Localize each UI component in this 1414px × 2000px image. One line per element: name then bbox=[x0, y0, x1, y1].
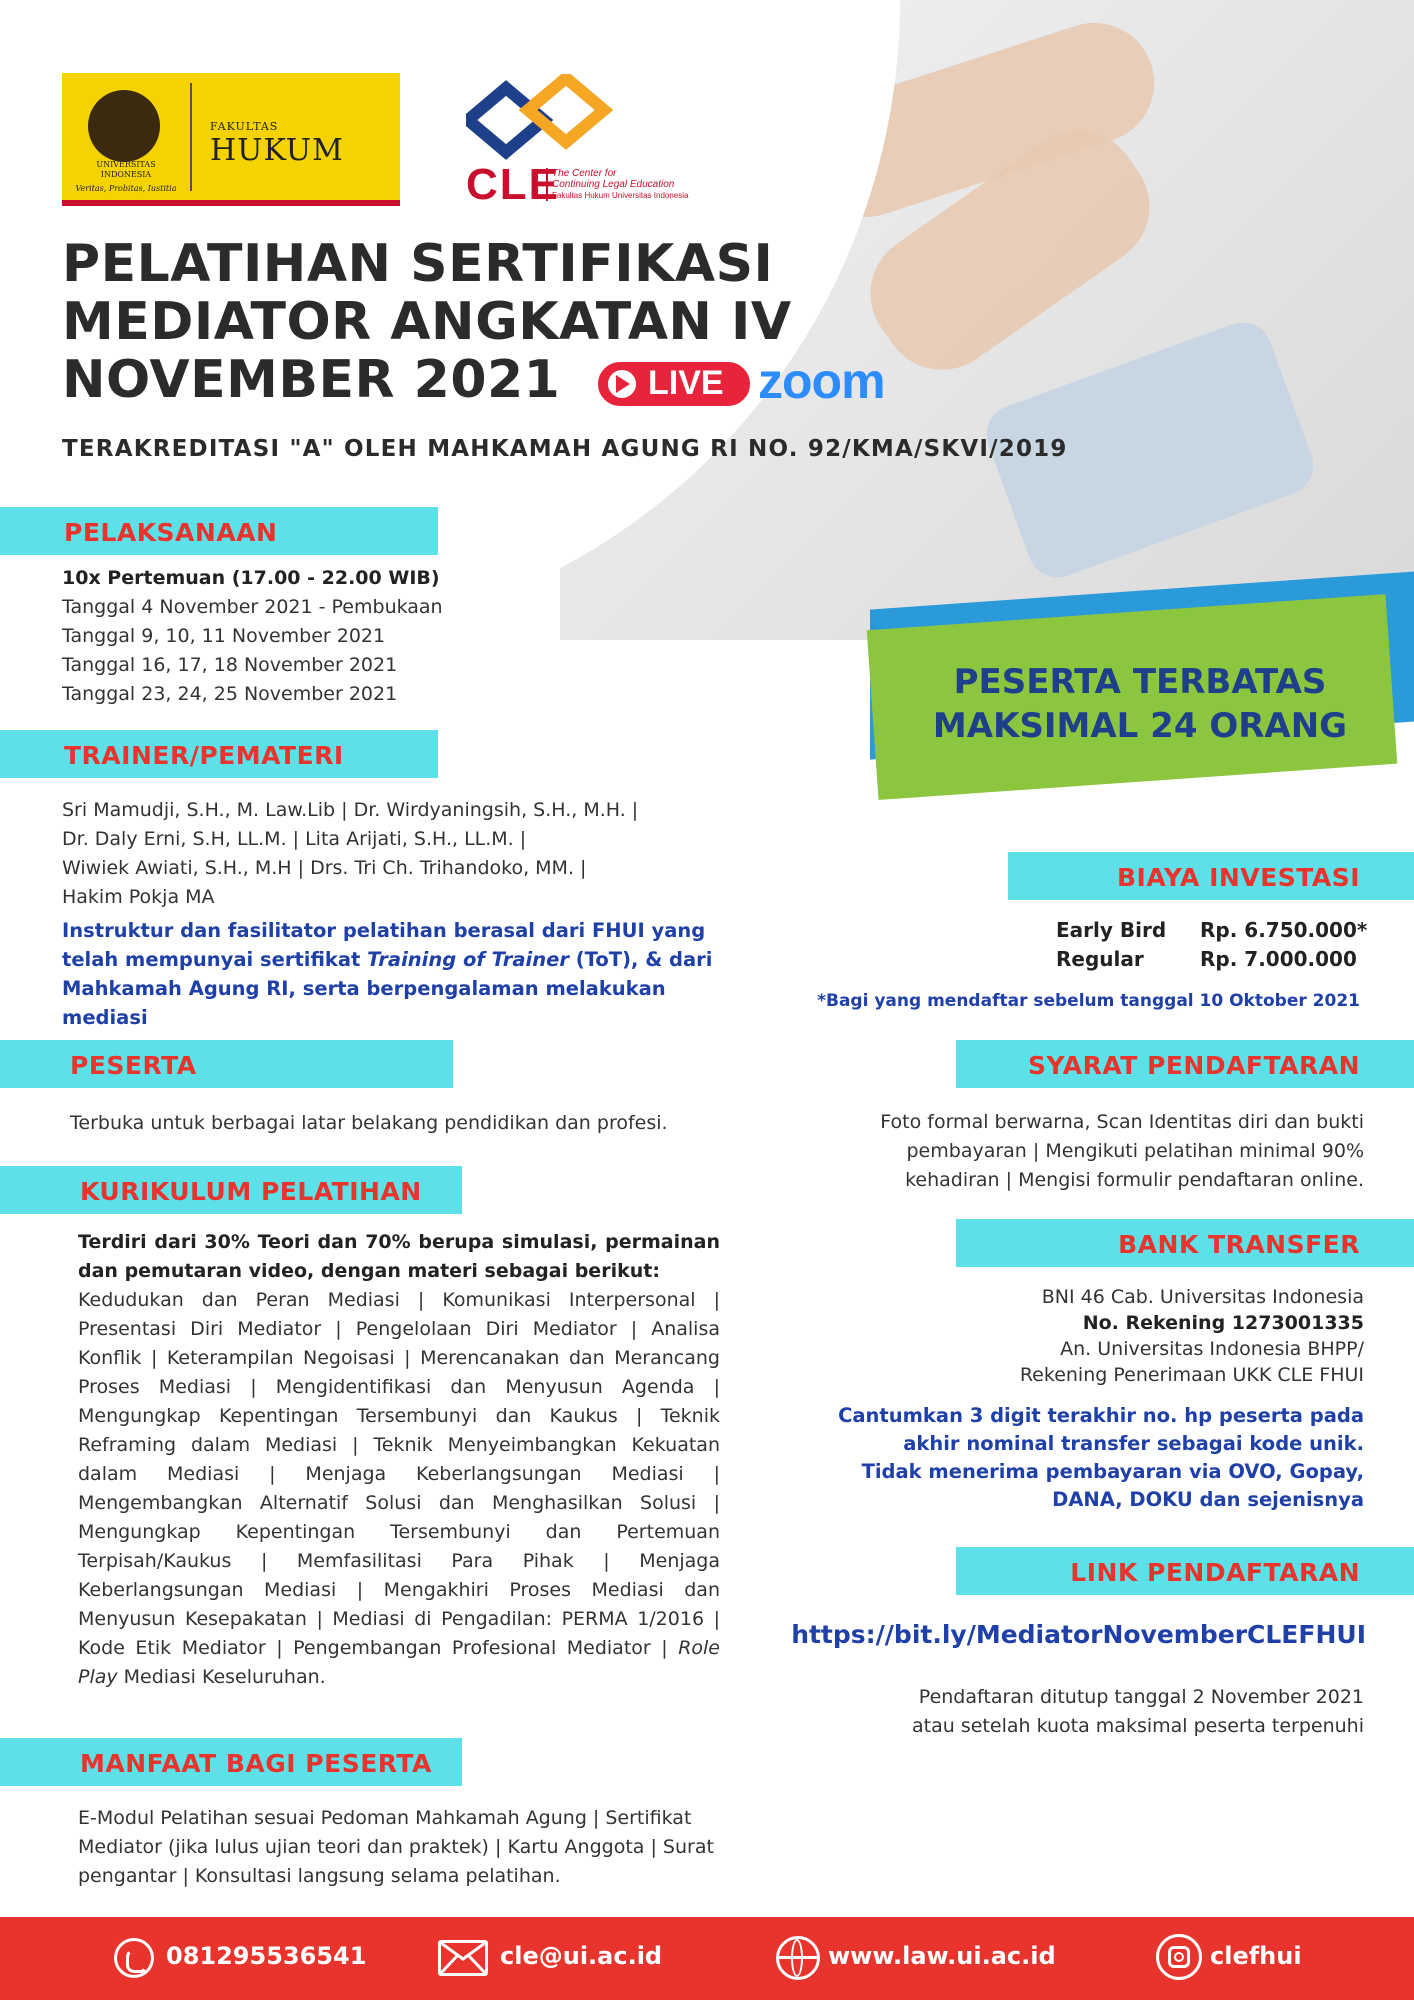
ui-seal-text: UNIVERSITAS INDONESIA Veritas, Probitas, Iustitia bbox=[75, 160, 177, 193]
biaya-regular-label: Regular bbox=[1056, 947, 1144, 971]
manfaat-heading: MANFAAT BAGI PESERTA bbox=[80, 1749, 432, 1778]
footer-email[interactable]: cle@ui.ac.id bbox=[500, 1942, 663, 1970]
live-label: LIVE bbox=[648, 364, 724, 402]
bank-details: BNI 46 Cab. Universitas Indonesia No. Rekening 1273001335 An. Universitas Indonesia BHPP/ Rekening Penerimaan UKK CLE FHUI bbox=[1019, 1286, 1364, 1386]
syarat-text: Foto formal berwarna, Scan Identitas diri dan bukti pembayaran | Mengikuti pelatihan minimal 90% kehadiran | Mengisi formulir pendaftaran online. bbox=[880, 1111, 1364, 1191]
biaya-early-value: Rp. 6.750.000* bbox=[1200, 918, 1368, 942]
peserta-text: Terbuka untuk berbagai latar belakang pendidikan dan profesi. bbox=[70, 1112, 668, 1134]
fakultas-label: FAKULTAS bbox=[210, 120, 279, 133]
page-title: PELATIHAN SERTIFIKASI MEDIATOR ANGKATAN IV NOVEMBER 2021 bbox=[62, 234, 792, 410]
cle-subtitle: The Center for Continuing Legal Education Fakultas Hukum Universitas Indonesia bbox=[546, 168, 689, 201]
biaya-regular-value: Rp. 7.000.000 bbox=[1200, 947, 1357, 971]
whatsapp-icon[interactable] bbox=[114, 1938, 154, 1978]
biaya-note: *Bagi yang mendaftar sebelum tanggal 10 Oktober 2021 bbox=[817, 991, 1360, 1011]
footer-instagram[interactable]: clefhui bbox=[1210, 1942, 1302, 1970]
ui-logo-bar bbox=[62, 200, 400, 206]
biaya-early-label: Early Bird bbox=[1056, 918, 1167, 942]
kurikulum-body: Terdiri dari 30% Teori dan 70% berupa simulasi, permainan dan pemutaran video, dengan materi sebagai berikut: Kedudukan dan Peran Mediasi | Komunikasi Interpersonal | Presentasi Diri Mediator | Pengelolaan Diri Mediator | Analisa Konflik | Keterampilan Negoisasi | Merencanakan dan Merancang Proses Mediasi | Mengidentifikasi dan Menyusun Agenda | Mengungkap Kepentingan Tersembunyi dan Kaukus | Teknik Reframing dalam Mediasi | Teknik Menyeimbangkan Kekuatan dalam Mediasi | Menjaga Keberlangsungan Mediasi | Mengembangkan Alternatif Solusi dan Menghasilkan Solusi | Mengungkap Kepentingan Tersembunyi dan Pertemuan Terpisah/Kaukus | Memfasilitasi Para Pihak | Menjaga Keberlangsungan Mediasi | Mengakhiri Proses Mediasi dan Menyusun Kesepakatan | Mediasi di Pengadilan: PERMA 1/2016 | Kode Etik Mediator | Pengembangan Profesional Mediator | Role Play Mediasi Keseluruhan. bbox=[78, 1231, 720, 1688]
cle-logo-text: CLE bbox=[466, 160, 560, 209]
footer-web[interactable]: www.law.ui.ac.id bbox=[828, 1942, 1056, 1970]
cle-diamond-logo-icon bbox=[466, 74, 626, 166]
instagram-icon[interactable] bbox=[1156, 1934, 1202, 1980]
participant-limit-banner: PESERTA TERBATAS MAKSIMAL 24 ORANG bbox=[932, 662, 1348, 746]
trainer-heading: TRAINER/PEMATERI bbox=[64, 741, 344, 770]
globe-icon[interactable] bbox=[776, 1936, 820, 1980]
bank-note: Cantumkan 3 digit terakhir no. hp peserta pada akhir nominal transfer sebagai kode unik. Tidak menerima pembayaran via OVO, Gopay, DANA, DOKU dan sejenisnya bbox=[838, 1404, 1364, 1511]
trainer-list: Sri Mamudji, S.H., M. Law.Lib | Dr. Wirdyaningsih, S.H., M.H. | Dr. Daly Erni, S.H, LL.M. | Lita Arijati, S.H., LL.M. | Wiwiek Awiati, S.H., M.H | Drs. Tri Ch. Trihandoko, MM. | Hakim Pokja MA bbox=[62, 799, 639, 908]
pelaksanaan-heading: PELAKSANAAN bbox=[64, 518, 278, 547]
play-triangle bbox=[616, 375, 630, 393]
zoom-logo: zoom bbox=[758, 353, 885, 409]
kurikulum-heading: KURIKULUM PELATIHAN bbox=[80, 1177, 422, 1206]
manfaat-text: E-Modul Pelatihan sesuai Pedoman Mahkamah Agung | Sertifikat Mediator (jika lulus ujian teori dan praktek) | Kartu Anggota | Surat pengantar | Konsultasi langsung selama pelatihan. bbox=[78, 1807, 714, 1887]
footer-phone[interactable]: 081295536541 bbox=[166, 1942, 367, 1970]
peserta-header bbox=[0, 1040, 453, 1088]
mail-icon[interactable] bbox=[438, 1940, 488, 1976]
trainer-note: Instruktur dan fasilitator pelatihan berasal dari FHUI yang telah mempunyai sertifikat Training of Trainer (ToT), & dari Mahkamah Agung RI, serta berpengalaman melakukan mediasi bbox=[62, 919, 713, 1029]
bank-heading: BANK TRANSFER bbox=[1118, 1230, 1360, 1259]
ui-seal-icon bbox=[88, 90, 160, 162]
pelaksanaan-body: 10x Pertemuan (17.00 - 22.00 WIB) Tanggal 4 November 2021 - Pembukaan Tanggal 9, 10, 11 November 2021 Tanggal 16, 17, 18 November 2021 Tanggal 23, 24, 25 November 2021 bbox=[62, 567, 443, 705]
ui-logo-divider bbox=[190, 83, 192, 191]
registration-link[interactable]: https://bit.ly/MediatorNovemberCLEFHUI bbox=[791, 1620, 1366, 1649]
syarat-heading: SYARAT PENDAFTARAN bbox=[1028, 1051, 1360, 1080]
accreditation-line: TERAKREDITASI "A" OLEH MAHKAMAH AGUNG RI NO. 92/KMA/SKVI/2019 bbox=[62, 436, 1068, 462]
biaya-heading: BIAYA INVESTASI bbox=[1117, 863, 1360, 892]
registration-close-note: Pendaftaran ditutup tanggal 2 November 2021 atau setelah kuota maksimal peserta terpenuhi bbox=[912, 1686, 1364, 1737]
link-heading: LINK PENDAFTARAN bbox=[1070, 1558, 1360, 1587]
peserta-heading: PESERTA bbox=[70, 1051, 197, 1080]
hukum-label: HUKUM bbox=[210, 133, 344, 168]
